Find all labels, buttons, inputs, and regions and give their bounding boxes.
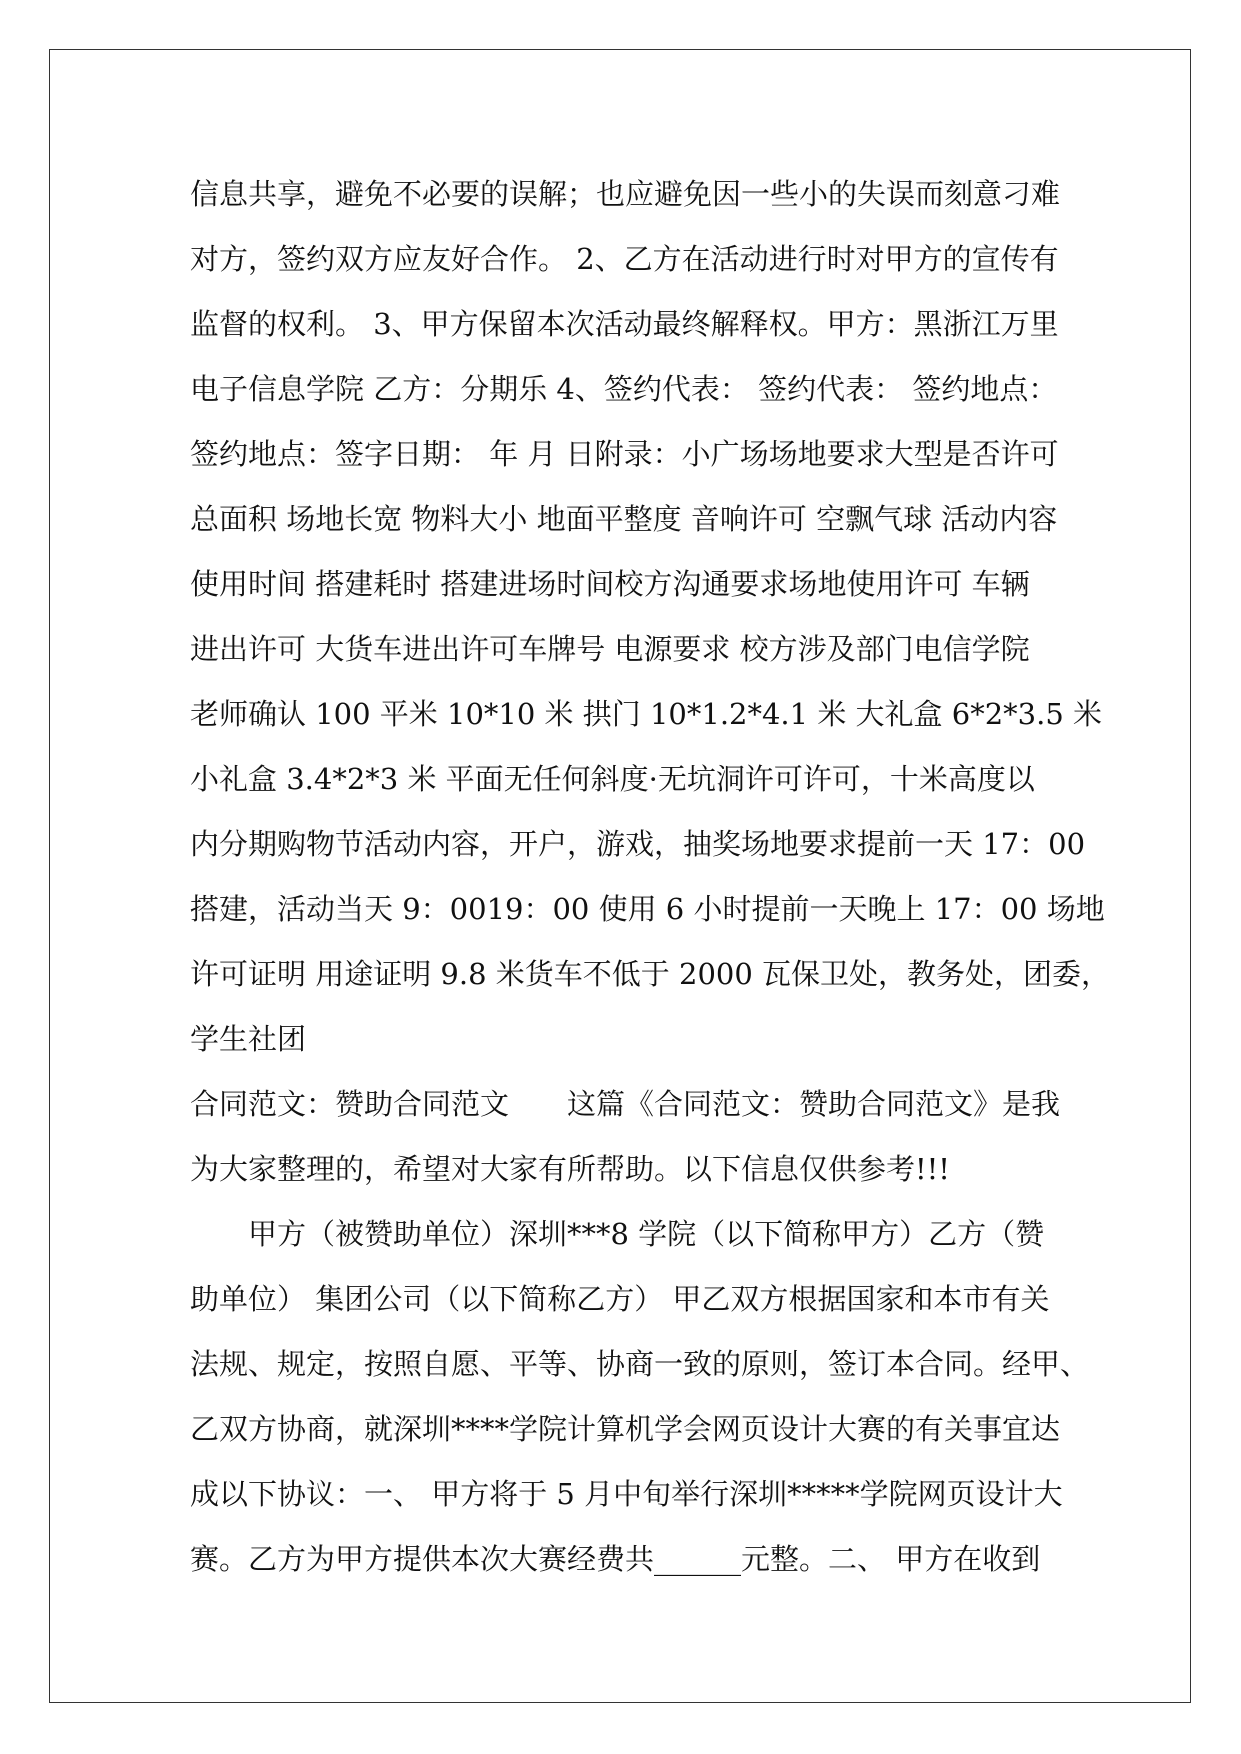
text-line: 老师确认 100 平米 10*10 米 拱门 10*1.2*4.1 米 大礼盒 6*2*3.5 米 xyxy=(190,697,1102,731)
text-line: 小礼盒 3.4*2*3 米 平面无任何斜度·无坑洞许可许可，十米高度以 xyxy=(190,762,1035,796)
text-line: 搭建，活动当天 9：0019：00 使用 6 小时提前一天晚上 17：00 场地 xyxy=(190,892,1105,926)
text-line: 赛。乙方为甲方提供本次大赛经费共______元整。二、 甲方在收到 xyxy=(190,1542,1041,1576)
text-line: 学生社团 xyxy=(190,1022,307,1056)
text-line: 乙双方协商，就深圳****学院计算机学会网页设计大赛的有关事宜达 xyxy=(190,1412,1061,1446)
text-line: 为大家整理的，希望对大家有所帮助。以下信息仅供参考!!! xyxy=(190,1152,950,1186)
text-line: 许可证明 用途证明 9.8 米货车不低于 2000 瓦保卫处，教务处，团委， xyxy=(190,957,1111,991)
text-line: 签约地点：签字日期： 年 月 日附录：小广场场地要求大型是否许可 xyxy=(190,437,1059,471)
text-line: 内分期购物节活动内容，开户，游戏，抽奖场地要求提前一天 17：00 xyxy=(190,827,1086,861)
text-line: 信息共享，避免不必要的误解；也应避免因一些小的失误而刻意刁难 xyxy=(190,177,1061,211)
text-line: 助单位） 集团公司（以下简称乙方） 甲乙双方根据国家和本市有关 xyxy=(190,1282,1050,1316)
text-line: 电子信息学院 乙方：分期乐 4、签约代表： 签约代表： 签约地点： xyxy=(190,372,1058,406)
section-heading-line: 合同范文：赞助合同范文 这篇《合同范文：赞助合同范文》是我 xyxy=(190,1087,1061,1121)
text-line: 监督的权利。 3、甲方保留本次活动最终解释权。甲方：黑浙江万里 xyxy=(190,307,1059,341)
text-line: 总面积 场地长宽 物料大小 地面平整度 音响许可 空飘气球 活动内容 xyxy=(190,502,1058,536)
text-line: 进出许可 大货车进出许可车牌号 电源要求 校方涉及部门电信学院 xyxy=(190,632,1030,666)
paragraph-start-line: 甲方（被赞助单位）深圳***8 学院（以下简称甲方）乙方（赞 xyxy=(248,1217,1045,1251)
text-line: 对方，签约双方应友好合作。 2、乙方在活动进行时对甲方的宣传有 xyxy=(190,242,1059,276)
document-body xyxy=(190,162,1111,1592)
text-line: 成以下协议：一、 甲方将于 5 月中旬举行深圳*****学院网页设计大 xyxy=(190,1477,1063,1511)
text-line: 法规、规定，按照自愿、平等、协商一致的原则，签订本合同。经甲、 xyxy=(190,1347,1090,1381)
text-line: 使用时间 搭建耗时 搭建进场时间校方沟通要求场地使用许可 车辆 xyxy=(190,567,1030,601)
